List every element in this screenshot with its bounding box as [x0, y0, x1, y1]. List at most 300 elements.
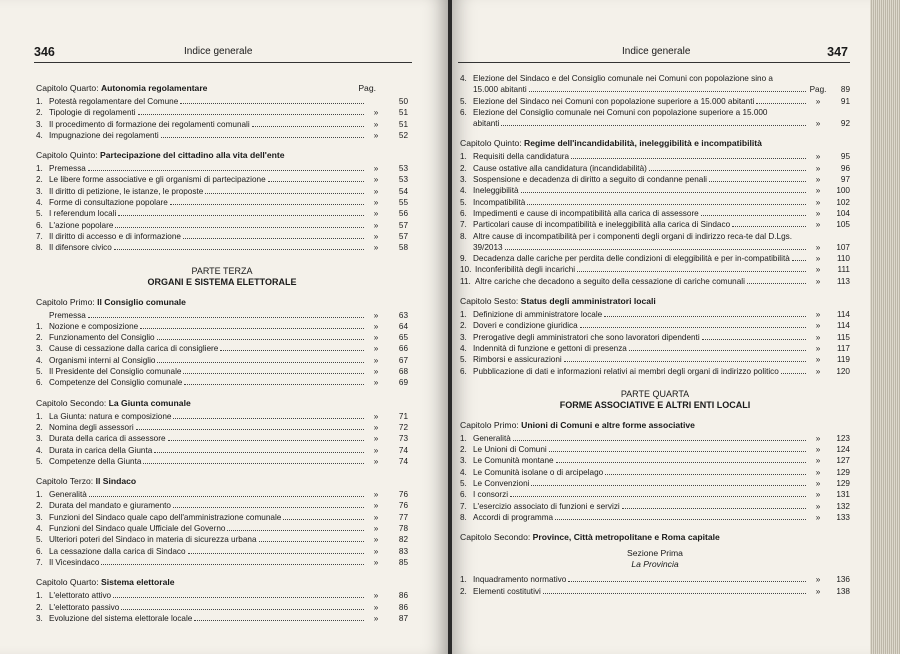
entry-text-wrap	[49, 242, 112, 253]
entry-page: 105	[836, 220, 850, 230]
toc-entry	[36, 174, 408, 185]
entry-text-wrap	[473, 574, 566, 585]
entry-page: 107	[836, 242, 850, 252]
chapter-heading	[460, 138, 850, 148]
page-marker: »	[373, 164, 379, 174]
page-marker: »	[815, 586, 821, 596]
entry-text-wrap	[49, 163, 86, 174]
entry-title: Il procedimento di formazione dei regolamenti comunali	[49, 119, 250, 129]
dot-leader	[101, 564, 364, 565]
entry-title: Ineleggibilità	[473, 186, 519, 196]
page-marker: »	[815, 242, 821, 252]
entry-text-wrap	[49, 602, 119, 613]
page-marker: »	[815, 512, 821, 522]
entry-number: 2.	[36, 108, 43, 118]
toc-entry	[36, 332, 408, 343]
page-marker: »	[815, 163, 821, 173]
dot-leader	[157, 339, 364, 340]
page-marker: »	[373, 119, 379, 129]
dot-leader	[732, 226, 806, 227]
dot-leader	[527, 204, 806, 205]
page-marker: »	[815, 366, 821, 376]
page-marker: »	[815, 152, 821, 162]
page-marker: »	[815, 119, 821, 129]
entry-page: 86	[398, 591, 408, 601]
entry-title: Generalità	[473, 433, 511, 443]
entry-page: 92	[840, 119, 850, 129]
chapter-label: Capitolo Secondo:	[460, 532, 533, 543]
entry-page: 95	[840, 152, 850, 162]
entry-page: 111	[837, 265, 850, 275]
toc-entry	[36, 411, 408, 422]
entry-number: 2.	[460, 163, 467, 173]
entry-page: 119	[836, 355, 850, 365]
page-marker: »	[815, 501, 821, 511]
entry-title: Le Comunità isolane o di arcipelago	[473, 467, 604, 477]
dot-leader	[604, 316, 806, 317]
dot-leader	[792, 260, 806, 261]
entry-text-wrap	[473, 354, 562, 365]
entry-number: 7.	[36, 231, 43, 241]
entry-page: 58	[398, 243, 408, 253]
entry-title: Accordi di programma	[473, 512, 554, 522]
page-marker: »	[373, 422, 379, 432]
entry-title: Cause ostative alla candidatura (incandidabilità)	[473, 163, 647, 173]
entry-text-wrap	[473, 366, 779, 377]
toc-entry	[460, 96, 850, 107]
entry-number: 1.	[36, 164, 43, 174]
entry-title: Organismi interni al Consiglio	[49, 355, 156, 365]
page-marker: »	[373, 198, 379, 208]
part-number: PARTE TERZA	[191, 265, 253, 276]
entry-number: 10.	[460, 265, 472, 275]
entry-title: Le Comunità montane	[473, 456, 554, 466]
toc-entry	[36, 321, 408, 332]
entry-page: 69	[398, 378, 408, 388]
entry-title: Nomina degli assessori	[49, 422, 134, 432]
entry-number: 2.	[36, 501, 43, 511]
entry-number: 7.	[460, 501, 467, 511]
entry-title: Doveri e condizione giuridica	[473, 321, 578, 331]
entry-number: 4.	[36, 445, 43, 455]
entry-number: 1.	[36, 591, 43, 601]
chapter-title: Autonomia regolamentare	[100, 83, 208, 93]
entry-title: Il diritto di accesso e di informazione	[49, 231, 181, 241]
toc-entry	[460, 478, 850, 489]
entry-page: 53	[398, 164, 408, 174]
entry-title: Durata della carica di assessore	[49, 434, 166, 444]
entry-title: Requisiti della candidatura	[473, 152, 570, 162]
entry-title: Inquadramento normativo	[473, 575, 567, 585]
left-running-head	[34, 46, 414, 62]
chapter-title: La Giunta comunale	[108, 397, 191, 408]
entry-text-wrap	[49, 366, 181, 377]
entry-page: 97	[840, 175, 850, 185]
page-marker: »	[815, 96, 821, 106]
entry-number: 4.	[36, 198, 43, 208]
header-rule	[34, 62, 412, 63]
dot-leader	[577, 271, 806, 272]
entry-text-wrap	[49, 321, 138, 332]
toc-entry	[36, 500, 408, 511]
entry-title: Inconferibilità degli incarichi	[475, 265, 576, 275]
chapter-title: Il Sindaco	[95, 476, 137, 487]
entry-title: Durata del mandato e giuramento	[49, 501, 171, 511]
dot-leader	[556, 462, 806, 463]
entry-page: 54	[398, 186, 408, 196]
entry-number: 5.	[460, 479, 467, 489]
entry-page: 52	[398, 130, 408, 140]
entry-number: 3.	[36, 119, 43, 129]
toc-entry	[36, 355, 408, 366]
entry-page: 74	[398, 445, 408, 455]
toc-entry	[460, 501, 850, 512]
entry-page: 51	[398, 119, 408, 129]
dot-leader	[702, 339, 806, 340]
dot-leader	[154, 452, 364, 453]
entry-title: Indennità di funzione e gettoni di presenza	[473, 343, 627, 353]
entry-text-wrap	[473, 151, 569, 162]
entry-title: Definizione di amministratore locale	[473, 310, 603, 320]
subsection-title: La Provincia	[631, 559, 679, 570]
toc-entry	[460, 332, 850, 343]
entry-title: Competenze della Giunta	[49, 456, 142, 466]
chapter-label: Capitolo Terzo:	[36, 476, 96, 487]
chapter-heading	[460, 296, 850, 306]
entry-page: 120	[836, 366, 850, 376]
chapter-title: Sistema elettorale	[100, 577, 175, 588]
page-marker: »	[373, 456, 379, 466]
entry-page: 76	[398, 501, 408, 511]
entry-title: Le Convenzioni	[473, 479, 530, 489]
entry-title: Sospensione e decadenza di diritto a seguito di condanne penali	[473, 175, 707, 185]
entry-text-wrap	[49, 534, 257, 545]
dot-leader	[184, 384, 364, 385]
dot-leader	[529, 91, 806, 92]
entry-number: 2.	[460, 321, 467, 331]
entry-title: L'elettorato passivo	[49, 602, 120, 612]
entry-text-wrap	[475, 264, 575, 275]
dot-leader	[709, 181, 806, 182]
entry-title: Le Unioni di Comuni	[473, 445, 547, 455]
page-marker: »	[373, 175, 379, 185]
toc-entry	[36, 310, 408, 321]
toc-entry	[36, 231, 408, 242]
dot-leader	[564, 361, 806, 362]
entry-title: Funzioni del Sindaco quale capo dell'amministrazione comunale	[49, 512, 282, 522]
entry-title: Impedimenti e cause di incompatibilità alla carica di assessore	[473, 208, 699, 218]
entry-number: 8.	[460, 231, 467, 241]
page-marker: »	[373, 355, 379, 365]
toc-entry	[36, 197, 408, 208]
dot-leader	[543, 593, 806, 594]
entry-number: 1.	[460, 152, 467, 162]
entry-text-wrap	[473, 163, 647, 174]
entry-title: Impugnazione dei regolamenti	[49, 130, 159, 140]
entry-text-wrap	[473, 343, 627, 354]
dot-leader	[513, 440, 806, 441]
dot-leader	[161, 137, 364, 138]
page-marker: »	[373, 186, 379, 196]
entry-page: 73	[398, 434, 408, 444]
entry-page: 64	[398, 321, 408, 331]
entry-page: 132	[836, 501, 850, 511]
entry-text-wrap	[49, 557, 99, 568]
toc-entry	[36, 119, 408, 130]
entry-text-wrap	[49, 445, 152, 456]
page-marker: »	[373, 243, 379, 253]
toc-entry	[36, 557, 408, 568]
entry-page: 63	[398, 310, 408, 320]
entry-page: 102	[836, 197, 850, 207]
entry-page: 65	[398, 333, 408, 343]
toc-entry	[36, 107, 408, 118]
dot-leader	[580, 327, 806, 328]
entry-number: 3.	[36, 434, 43, 444]
toc-entry	[460, 444, 850, 455]
dot-leader	[701, 215, 806, 216]
toc-entry	[460, 163, 850, 174]
entry-number: 4.	[460, 343, 467, 353]
chapter-heading	[36, 297, 408, 307]
toc-entry	[460, 231, 850, 254]
entry-title: Altre cariche che decadono a seguito della cessazione di cariche comunali	[475, 276, 745, 286]
entry-number: 1.	[460, 310, 467, 320]
entry-number: 4.	[460, 467, 467, 477]
entry-title: Decadenza dalle cariche per perdita delle condizioni di eleggibilità e per in-compatibilità	[473, 254, 790, 264]
entry-number: 7.	[36, 557, 43, 567]
page-marker: »	[373, 220, 379, 230]
page-marker: »	[815, 186, 821, 196]
toc-entry	[460, 174, 850, 185]
entry-page: 96	[840, 163, 850, 173]
chapter-title: Status degli amministratori locali	[520, 296, 656, 307]
entry-title: Forme di consultazione popolare	[49, 198, 168, 208]
entry-number: 6.	[460, 208, 467, 218]
entry-page: 117	[836, 343, 850, 353]
entry-number: 2.	[36, 333, 43, 343]
dot-leader	[505, 249, 806, 250]
entry-number: 5.	[36, 456, 43, 466]
dot-leader	[180, 103, 364, 104]
dot-leader	[168, 440, 365, 441]
right-running-head	[462, 46, 848, 62]
entry-text-wrap	[49, 422, 134, 433]
entry-number: 3.	[36, 186, 43, 196]
entry-page: 133	[836, 512, 850, 522]
page-marker: »	[373, 557, 379, 567]
dot-leader	[747, 283, 806, 284]
entry-text-wrap	[473, 320, 578, 331]
dot-leader	[268, 181, 364, 182]
entry-page: 66	[398, 344, 408, 354]
entry-number: 8.	[460, 512, 467, 522]
entry-title: Il Presidente del Consiglio comunale	[49, 367, 182, 377]
toc-entry	[36, 366, 408, 377]
entry-number: 1.	[36, 411, 43, 421]
dot-leader	[521, 192, 806, 193]
dot-leader	[555, 519, 806, 520]
dot-leader	[138, 114, 364, 115]
toc-entry	[36, 590, 408, 601]
entry-number: 7.	[460, 220, 467, 230]
entry-page: 51	[398, 108, 408, 118]
toc-entry	[460, 197, 850, 208]
entry-number: 3.	[460, 175, 467, 185]
entry-title: Elezione del Sindaco e del Consiglio comunale nei Comuni con popolazione sino a 15.000 abitanti	[473, 74, 773, 95]
toc-entry	[460, 219, 850, 230]
entry-text-wrap	[49, 332, 155, 343]
toc-entry	[460, 586, 850, 597]
entry-text-wrap	[49, 523, 225, 534]
dot-leader	[756, 103, 806, 104]
entry-page: 127	[836, 456, 850, 466]
entry-text-wrap	[49, 130, 159, 141]
entry-page: 86	[398, 602, 408, 612]
toc-entry	[460, 467, 850, 478]
entry-text-wrap	[473, 501, 620, 512]
page-marker: »	[373, 411, 379, 421]
entry-text-wrap	[49, 174, 266, 185]
left-page	[0, 0, 448, 654]
entry-number: 11.	[460, 276, 471, 286]
page-marker: »	[373, 490, 379, 500]
entry-number: 2.	[36, 422, 43, 432]
entry-title: Elezione del Sindaco nei Comuni con popolazione superiore a 15.000 abitanti	[473, 96, 755, 106]
dot-leader	[88, 170, 364, 171]
entry-text-wrap	[49, 343, 218, 354]
entry-title: Ulteriori poteri del Sindaco in materia di sicurezza urbana	[49, 535, 257, 545]
entry-text-wrap	[473, 96, 754, 107]
dot-leader	[143, 463, 364, 464]
page-marker: »	[815, 208, 821, 218]
chapter-label: Capitolo Sesto:	[460, 296, 521, 307]
dot-leader	[227, 530, 364, 531]
dot-leader	[622, 508, 806, 509]
entry-page: 74	[398, 456, 408, 466]
entry-title: Premessa	[49, 164, 86, 174]
part-title: FORME ASSOCIATIVE E ALTRI ENTI LOCALI	[559, 399, 751, 410]
dot-leader	[194, 620, 364, 621]
entry-number: 6.	[460, 366, 467, 376]
page-marker: »	[373, 310, 379, 320]
entry-page: 104	[836, 208, 850, 218]
chapter-heading	[36, 83, 408, 93]
entry-text-wrap	[49, 119, 250, 130]
entry-number: 5.	[36, 209, 43, 219]
page-marker: »	[815, 479, 821, 489]
part-heading	[36, 266, 408, 288]
page-marker: »	[815, 321, 821, 331]
entry-page: 113	[836, 276, 850, 286]
entry-text-wrap	[49, 512, 281, 523]
toc-entry	[36, 523, 408, 534]
dot-leader	[531, 485, 806, 486]
entry-page: 83	[398, 546, 408, 556]
part-title: ORGANI E SISTEMA ELETTORALE	[147, 276, 297, 287]
entry-title: Durata in carica della Giunta	[49, 445, 153, 455]
entry-page: 82	[398, 535, 408, 545]
page-marker: Pag.	[809, 85, 827, 95]
entry-number: 5.	[460, 96, 467, 106]
toc-entry	[460, 264, 850, 275]
entry-number: 4.	[36, 355, 43, 365]
entry-number: 9.	[460, 254, 467, 264]
entry-page: 57	[398, 231, 408, 241]
entry-page: 114	[836, 321, 850, 331]
entry-text-wrap	[473, 489, 508, 500]
dot-leader	[220, 350, 364, 351]
entry-text-wrap	[49, 613, 192, 624]
dot-leader	[183, 373, 364, 374]
entry-title: Elezione del Consiglio comunale nei Comuni con popolazione superiore a 15.000 abitanti	[473, 107, 768, 129]
entry-page: 72	[398, 422, 408, 432]
dot-leader	[205, 193, 364, 194]
page-marker: »	[373, 535, 379, 545]
page-marker: »	[815, 490, 821, 500]
entry-number: 1.	[460, 575, 467, 585]
page-marker: »	[815, 276, 821, 286]
chapter-label: Capitolo Quarto:	[36, 83, 101, 93]
dot-leader	[571, 158, 806, 159]
page-marker: »	[815, 220, 821, 230]
entry-title: L'azione popolare	[49, 220, 114, 230]
entry-text-wrap	[473, 512, 553, 523]
dot-leader	[114, 249, 364, 250]
entry-title: Altre cause di incompatibilità per i componenti degli organi di indirizzo reca-te dal D.Lgs. 39/2013	[473, 231, 793, 252]
chapter-label: Capitolo Quinto:	[460, 138, 525, 149]
page-marker: »	[373, 108, 379, 118]
toc-entry	[36, 512, 408, 523]
chapter-title: Regime dell'incandidabilità, ineleggibilità e incompatibilità	[524, 138, 762, 149]
page-marker: »	[373, 434, 379, 444]
entry-page: 131	[836, 490, 850, 500]
page-number: 346	[34, 45, 55, 59]
subsection-number: Sezione Prima	[627, 548, 683, 559]
entry-number: 3.	[460, 332, 467, 342]
dot-leader	[605, 474, 806, 475]
entry-text-wrap	[49, 377, 182, 388]
toc-entry	[460, 276, 850, 287]
dot-leader	[183, 238, 364, 239]
entry-title: Il difensore civico	[49, 243, 112, 253]
entry-page: 78	[398, 524, 408, 534]
entry-page: 50	[398, 97, 408, 106]
toc-entry	[460, 73, 850, 96]
entry-page: 56	[398, 209, 408, 219]
toc-entry	[36, 130, 408, 141]
entry-number: 1.	[36, 490, 43, 500]
toc-entry	[460, 151, 850, 162]
entry-page: 68	[398, 367, 408, 377]
entry-text-wrap	[49, 220, 113, 231]
entry-title: Cause di cessazione dalla carica di consigliere	[49, 344, 219, 354]
chapter-label: Capitolo Secondo:	[36, 397, 109, 408]
toc-entry	[36, 377, 408, 388]
entry-page: 136	[836, 575, 850, 585]
right-toc	[460, 73, 850, 597]
entry-page: 129	[836, 467, 850, 477]
dot-leader	[259, 541, 364, 542]
entry-page: 100	[836, 186, 850, 196]
page-marker: »	[815, 467, 821, 477]
entry-title: Particolari cause di incompatibilità e ineleggibilità alla carica di Sindaco	[473, 220, 731, 230]
entry-page: 87	[398, 613, 408, 623]
dot-leader	[170, 204, 364, 205]
toc-entry	[460, 185, 850, 196]
toc-entry	[460, 354, 850, 365]
toc-entry	[36, 433, 408, 444]
